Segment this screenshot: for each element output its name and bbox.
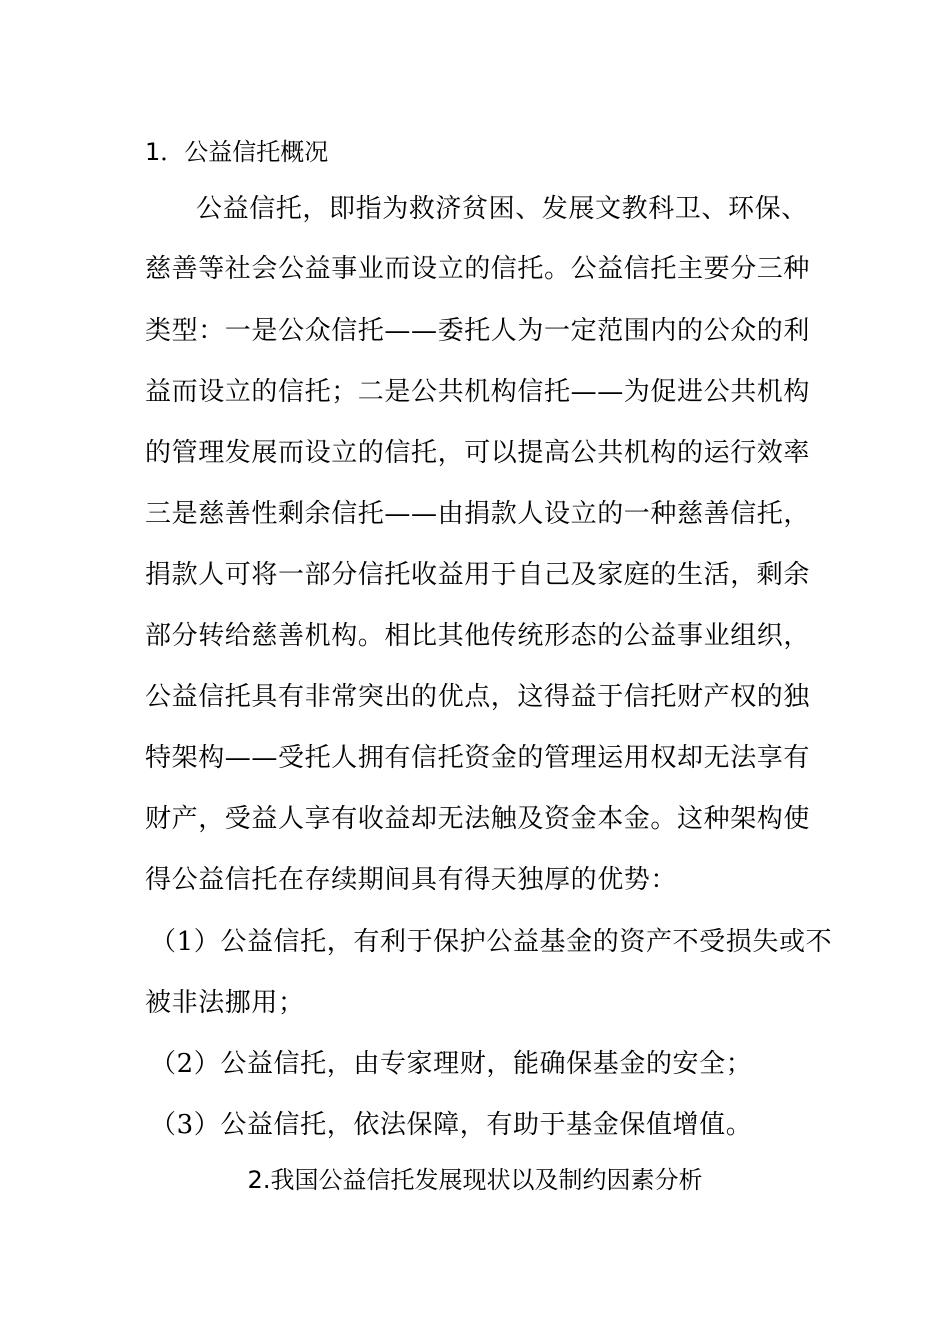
paragraph-line: 类型：一是公众信托——委托人为一定范围内的公众的利 [145,316,811,346]
paragraph-line: 捐款人可将一部分信托收益用于自己及家庭的生活，剩余 [145,560,811,590]
paragraph-line: 公益信托，即指为救济贫困、发展文教科卫、环保、 [196,194,808,224]
paragraph-line: 财产，受益人享有收益却无法触及资金本金。这种架构使 [145,804,811,834]
section-2-heading: 2.我国公益信托发展现状以及制约因素分析 [247,1166,703,1194]
paragraph-line: 部分转给慈善机构。相比其他传统形态的公益事业组织， [145,621,811,651]
paragraph-line: 得公益信托在存续期间具有得天独厚的优势： [145,865,678,895]
paragraph-line: 的管理发展而设立的信托，可以提高公共机构的运行效率 [145,438,811,468]
list-item: （2）公益信托，由专家理财，能确保基金的安全； [150,1049,753,1079]
section-1-heading: 1．公益信托概况 [145,138,329,166]
paragraph-line: 益而设立的信托；二是公共机构信托——为促进公共机构 [145,377,811,407]
list-item: （3）公益信托，依法保障，有助于基金保值增值。 [150,1110,753,1140]
paragraph-line: 慈善等社会公益事业而设立的信托。公益信托主要分三种 [145,254,811,284]
paragraph-line: 特架构——受托人拥有信托资金的管理运用权却无法享有 [145,743,811,773]
paragraph-line: 三是慈善性剩余信托——由捐款人设立的一种慈善信托， [145,499,811,529]
list-item-continuation: 被非法挪用； [145,988,305,1018]
list-item: （1）公益信托，有利于保护公益基金的资产不受损失或不 [150,927,833,957]
paragraph-line: 公益信托具有非常突出的优点，这得益于信托财产权的独 [145,682,811,712]
